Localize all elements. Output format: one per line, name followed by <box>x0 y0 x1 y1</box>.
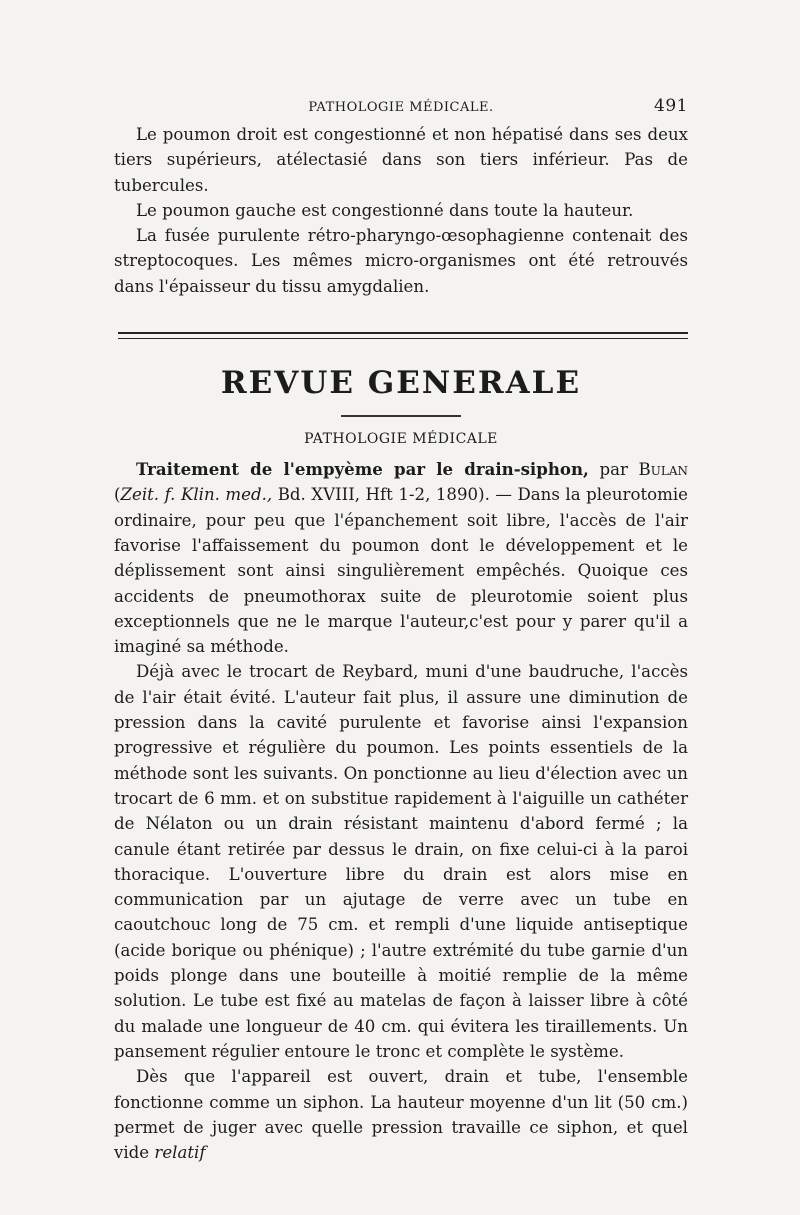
page-number: 491 <box>654 96 688 116</box>
article-paragraph-siphon <box>114 1064 688 1165</box>
section-title: REVUE GENERALE <box>220 365 582 402</box>
article-citation: Bd. XVIII, Hft 1-2, 1890). <box>272 485 490 505</box>
subsection-title: PATHOLOGIE MÉDICALE <box>304 431 498 448</box>
article-intro: — Dans la pleurotomie ordinaire, pour peu que l'épanchement soit libre, l'accès de l'air favorise l'affaissement du poumon dont le développement et le déplissement sont ainsi singulièrement empêchés. Quoique ces accidents de pneumothorax suite de pleurotomie soient plus exceptionnels que ne le marque l'auteur,c'est pour y parer qu'il a imaginé sa méthode. <box>114 485 688 657</box>
article-paragraph-method: Déjà avec le trocart de Reybard, muni d'une baudruche, l'accès de l'air était évité. L'auteur fait plus, il assure une diminution de pression dans la cavité purulente et favorise ainsi l'expansion progressive et régulière du poumon. Les points essentiels de la méthode sont les suivants. On ponctionne au lieu d'élection avec un trocart de 6 mm. et on substitue rapidement à l'aiguille un cathéter de Nélaton ou un drain résistant maintenu d'abord fermé ; la canule étant retirée par dessus le drain, on fixe celui-ci à la paroi thoracique. L'ouverture libre du drain est alors mise en communication par un ajutage de verre avec un tube en caoutchouc long de 75 cm. et rempli d'une liquide antiseptique (acide borique ou phénique) ; l'autre extrémité du tube garnie d'un poids plonge dans une bouteille à moitié remplie de la même solution. Le tube est fixé au matelas de façon à laisser libre à côté du malade une longueur de 40 cm. qui évitera les tiraillements. Un pansement régulier entoure le tronc et complète le système. <box>114 662 688 1061</box>
article-journal: Zeit. f. Klin. med., <box>120 485 273 505</box>
paragraph-right-lung: Le poumon droit est congestionné et non hépatisé dans ses deux tiers supérieurs, atélectasié dans son tiers inférieur. Pas de tubercules. <box>114 125 688 195</box>
section-divider <box>118 332 688 339</box>
document-page <box>114 96 688 1165</box>
article-by: par <box>588 460 639 480</box>
article-author: Bulan <box>638 460 688 480</box>
running-title: PATHOLOGIE MÉDICALE. <box>308 100 494 115</box>
siphon-italic: relatif <box>154 1143 206 1163</box>
running-header <box>114 96 688 122</box>
journal-open: ( <box>114 485 121 505</box>
article-title: Traitement de l'empyème par le drain-siphon, <box>136 459 589 480</box>
siphon-text: Dès que l'appareil est ouvert, drain et tube, l'ensemble fonctionne comme un siphon. La hauteur moyenne d'un lit (50 cm.) permet de juger avec quelle pression travaille ce siphon, et quel vide <box>114 1067 688 1163</box>
title-underline <box>341 415 461 417</box>
article-first-paragraph <box>114 457 688 659</box>
paragraph-left-lung: Le poumon gauche est congestionné dans toute la hauteur. <box>136 200 634 220</box>
paragraph-purulent-fusee: La fusée purulente rétro-pharyngo-œsophagienne contenait des streptocoques. Les mêmes micro-organismes ont été retrouvés dans l'épaisseur du tissu amygdalien. <box>114 226 688 296</box>
